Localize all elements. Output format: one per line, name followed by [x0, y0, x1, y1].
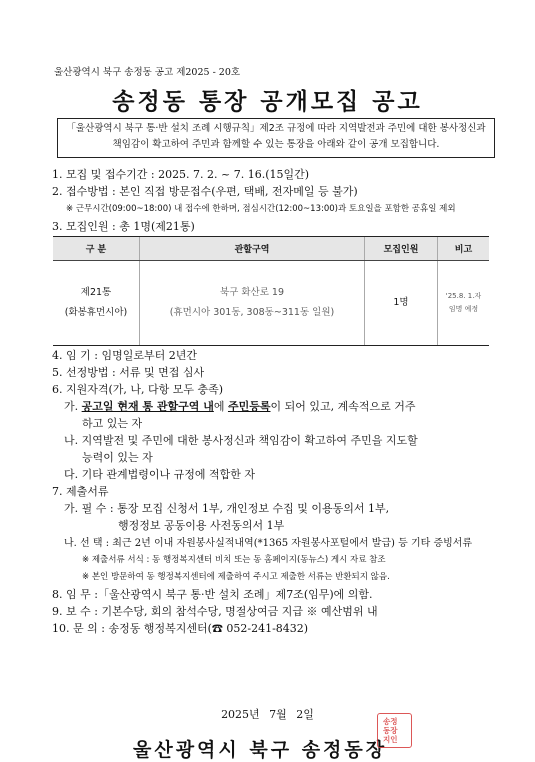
table-header-row — [53, 237, 489, 261]
section-6b: 나. 지역발전 및 주민에 대한 봉사정신과 책임감이 확고하여 주민을 지도할 — [64, 434, 418, 447]
table-row — [53, 261, 489, 346]
underlined-text: 주민등록 — [227, 400, 271, 413]
issuer-signature: 울산광역시 북구 송정동장 — [133, 739, 388, 761]
section-8: 8. 임 무 :「울산광역시 북구 통·반 설치 조례」제7조(임무)에 의함. — [52, 588, 373, 601]
underlined-text: 공고일 현재 통 관할구역 내 — [81, 400, 214, 413]
cell-note — [438, 261, 490, 346]
cell-area — [140, 261, 365, 346]
section-5: 5. 선정방법 : 서류 및 면접 심사 — [52, 366, 205, 379]
section-2: 2. 접수방법 : 본인 직접 방문접수(우편, 택배, 전자메일 등 불가) — [52, 185, 358, 198]
recruitment-table — [53, 236, 489, 346]
intro-box: 「울산광역시 북구 통·반 설치 조례 시행규칙」제2조 규정에 따라 지역발전과 주민에 대한 봉사정신과 책임감이 확고하여 주민과 함께할 수 있는 통장을 아래와 같이 공개 모집합니다. — [57, 118, 495, 158]
section-9: 9. 보 수 : 기본수당, 회의 참석수당, 명절상여금 지급 ※ 예산범위 내 — [52, 605, 378, 618]
seal-text: 지인 — [383, 735, 398, 744]
section-6a-cont: 하고 있는 자 — [82, 417, 143, 430]
cell-text: 1명 — [393, 297, 409, 308]
cell-text: 제21통 — [80, 287, 112, 298]
page-title: 송정동 통장 공개모집 공고 — [112, 88, 423, 115]
seal-text: 송정 — [383, 717, 398, 726]
section-7a-cont: 행정정보 공동이용 사전동의서 1부 — [118, 519, 285, 532]
cell-text: 임명 예정 — [448, 305, 479, 313]
section-7-note-2: ※ 본인 방문하여 동 행정복지센터에 제출하여 주시고 제출한 서류는 반환되지 않음. — [82, 572, 390, 582]
notice-number: 울산광역시 북구 송정동 공고 제2025 - 20호 — [54, 67, 241, 78]
official-seal — [377, 713, 412, 748]
section-6c: 다. 기타 관계법령이나 규정에 적합한 자 — [64, 468, 255, 481]
col-header: 구 분 — [53, 237, 140, 261]
seal-text: 동장 — [383, 726, 398, 735]
section-6: 6. 지원자격(가, 나, 다항 모두 충족) — [52, 383, 224, 396]
text: 가. — [64, 400, 82, 413]
col-header: 모집인원 — [365, 237, 438, 261]
cell-text: (휴먼시아 301동, 308동~311동 일원) — [169, 307, 335, 318]
section-3: 3. 모집인원 : 총 1명(제21통) — [52, 220, 195, 233]
cell-text: '25.8. 1.자 — [445, 292, 482, 300]
section-7b: 나. 선 택 : 최근 2년 이내 자원봉사실적내역(*1365 자원봉사포털에서 발급) 등 기타 증빙서류 — [64, 538, 473, 549]
text: 에 — [213, 400, 228, 413]
cell-division — [53, 261, 140, 346]
col-header: 비고 — [438, 237, 490, 261]
section-2-note: ※ 근무시간(09:00~18:00) 내 접수에 한하며, 점심시간(12:00~13:00)과 토요일을 포함한 공휴일 제외 — [66, 204, 456, 214]
cell-count — [365, 261, 438, 346]
text: 이 되어 있고, 계속적으로 거주 — [270, 400, 416, 413]
section-7: 7. 제출서류 — [52, 485, 109, 498]
notice-date: 2025년 7월 2일 — [221, 708, 314, 721]
cell-text: 북구 화산로 19 — [219, 287, 284, 298]
section-7a: 가. 필 수 : 통장 모집 신청서 1부, 개인정보 수집 및 이용동의서 1부, — [64, 502, 390, 515]
section-7-note-1: ※ 제출서류 서식 : 동 행정복지센터 비치 또는 동 홈페이지(동뉴스) 게시 자료 참조 — [82, 555, 386, 565]
section-10: 10. 문 의 : 송정동 행정복지센터(☎ 052-241-8432) — [52, 622, 309, 635]
cell-text: (화봉휴먼시아) — [64, 307, 128, 318]
col-header: 관할구역 — [140, 237, 365, 261]
section-6b-cont: 능력이 있는 자 — [82, 451, 153, 464]
section-6a — [64, 398, 415, 414]
section-4: 4. 임 기 : 임명일로부터 2년간 — [52, 349, 197, 362]
section-1: 1. 모집 및 접수기간 : 2025. 7. 2. ~ 7. 16.(15일간) — [52, 168, 310, 181]
